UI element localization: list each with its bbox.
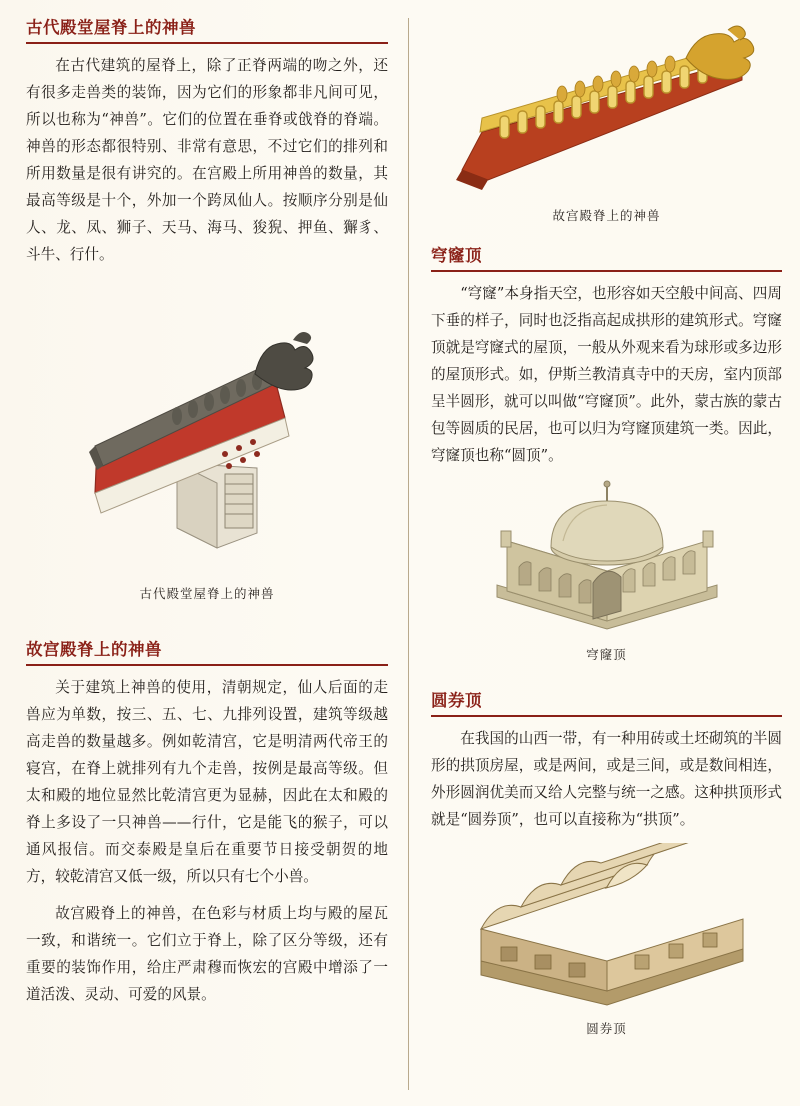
paragraph: 关于建筑上神兽的使用，清朝规定，仙人后面的走兽应为单数，按三、五、七、九排列设置，建筑等级越高走兽的数量越多。例如乾清宫，它是明清两代帝王的寝宫，在脊上就排列有九个走兽，按例是最高等级。但太和殿的地位显然比乾清宫更为显赫，因此在太和殿的脊上多设了一只神兽——行什，它是能飞的猴子，可以通风报信。而交泰殿是皇后在重要节日接受朝贺的地方，较乾清宫又低一级，所以只有七个小兽。	[26, 679, 388, 885]
palace-ridge-beasts-illustration	[442, 20, 772, 200]
figure-caption: 古代殿堂屋脊上的神兽	[139, 586, 275, 601]
right-column	[409, 14, 782, 1096]
section-title-dome: 穹窿顶	[431, 242, 782, 272]
left-column	[26, 14, 408, 1096]
roof-ridge-beasts-illustration	[57, 278, 357, 578]
section-title-palace-beasts: 故宫殿脊上的神兽	[26, 636, 388, 666]
figure-caption: 故宫殿脊上的神兽	[552, 208, 661, 223]
barrel-vault-roof-illustration	[457, 843, 757, 1013]
paragraph: 在我国的山西一带，有一种用砖或土坯砌筑的半圆形的拱顶房屋，或是两间，或是三间，或是数间相连，外形圆润优美而又给人完整与统一之感。这种拱顶形式就是“圆券顶”，也可以直接称为“拱顶”。	[431, 730, 782, 828]
paragraph: 故宫殿脊上的神兽，在色彩与材质上均与殿的屋瓦一致，和谐统一。它们立于脊上，除了区分等级，还有重要的装饰作用，给庄严肃穆而恢宏的宫殿中增添了一道活泼、灵动、可爱的风景。	[26, 905, 388, 1003]
figure-barrel-vault	[431, 843, 782, 1037]
figure-palace-ridge-beasts	[431, 20, 782, 224]
dome-building-illustration	[467, 479, 747, 639]
figure-roof-ridge-beasts	[26, 278, 388, 602]
figure-caption: 穹窿顶	[586, 647, 627, 662]
page-title: 古代殿堂屋脊上的神兽	[26, 14, 388, 44]
figure-caption: 圆券顶	[586, 1021, 627, 1036]
paragraph: 在古代建筑的屋脊上，除了正脊两端的吻之外，还有很多走兽类的装饰，因为它们的形象都非凡间可见，所以也称为“神兽”。它们的位置在垂脊或戗脊的脊端。神兽的形态都很特别、非常有意思，不过它们的排列和所用数量是很有讲究的。在宫殿上所用神兽的数量，其最高等级是十个，外加一个跨凤仙人。按顺序分别是仙人、龙、凤、狮子、天马、海马、狻猊、押鱼、獬豸、斗牛、行什。	[26, 57, 388, 263]
figure-dome	[431, 479, 782, 663]
section-title-vault: 圆券顶	[431, 687, 782, 717]
paragraph: “穹窿”本身指天空，也形容如天空般中间高、四周下垂的样子，同时也泛指高起成拱形的建筑形式。穹窿顶就是穹窿式的屋顶，一般从外观来看为球形或多边形的屋顶形式。如，伊斯兰教清真寺中的天房，室内顶部呈半圆形，就可以叫做“穹窿顶”。此外，蒙古族的蒙古包等圆质的民居，也可以归为穹窿顶建筑一类。因此，穹窿顶也称“圆顶”。	[431, 285, 782, 464]
